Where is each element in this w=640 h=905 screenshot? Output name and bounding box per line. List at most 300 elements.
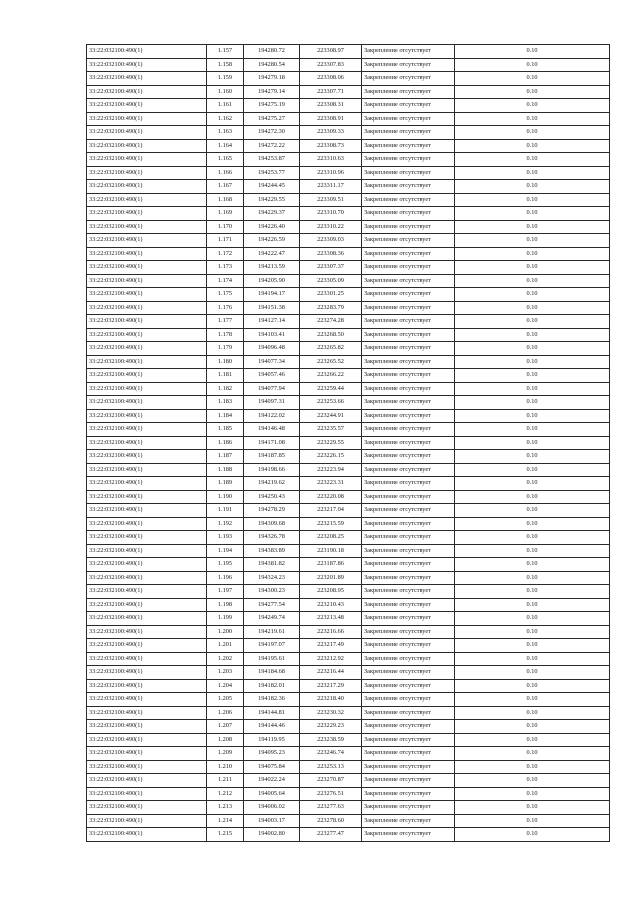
table-row — [87, 774, 610, 788]
point-number-cell: 1.170 — [207, 220, 244, 234]
x-coordinate-cell: 194205.90 — [244, 274, 300, 288]
table-row — [87, 423, 610, 437]
accuracy-cell: 0.10 — [455, 504, 610, 518]
fixing-method-cell: Закрепление отсутствует — [362, 112, 455, 126]
table-row — [87, 652, 610, 666]
accuracy-cell: 0.10 — [455, 774, 610, 788]
table-row — [87, 787, 610, 801]
x-coordinate-cell: 194057.46 — [244, 369, 300, 383]
table-row — [87, 504, 610, 518]
y-coordinate-cell: 223210.43 — [300, 598, 362, 612]
accuracy-cell: 0.10 — [455, 639, 610, 653]
accuracy-cell: 0.10 — [455, 382, 610, 396]
table-row — [87, 450, 610, 464]
table-row — [87, 517, 610, 531]
table-row — [87, 328, 610, 342]
accuracy-cell: 0.10 — [455, 234, 610, 248]
y-coordinate-cell: 223259.44 — [300, 382, 362, 396]
cadastral-number-cell: 33:22:032100:490(1) — [87, 517, 207, 531]
y-coordinate-cell: 223270.87 — [300, 774, 362, 788]
fixing-method-cell: Закрепление отсутствует — [362, 166, 455, 180]
x-coordinate-cell: 194127.14 — [244, 315, 300, 329]
point-number-cell: 1.196 — [207, 571, 244, 585]
x-coordinate-cell: 194002.80 — [244, 828, 300, 842]
point-number-cell: 1.178 — [207, 328, 244, 342]
point-number-cell: 1.187 — [207, 450, 244, 464]
cadastral-number-cell: 33:22:032100:490(1) — [87, 220, 207, 234]
x-coordinate-cell: 194122.02 — [244, 409, 300, 423]
table-row — [87, 315, 610, 329]
y-coordinate-cell: 223246.74 — [300, 747, 362, 761]
point-number-cell: 1.165 — [207, 153, 244, 167]
cadastral-number-cell: 33:22:032100:490(1) — [87, 639, 207, 653]
x-coordinate-cell: 194275.19 — [244, 99, 300, 113]
point-number-cell: 1.159 — [207, 72, 244, 86]
accuracy-cell: 0.10 — [455, 693, 610, 707]
accuracy-cell: 0.10 — [455, 787, 610, 801]
x-coordinate-cell: 194096.48 — [244, 342, 300, 356]
accuracy-cell: 0.10 — [455, 274, 610, 288]
point-number-cell: 1.206 — [207, 706, 244, 720]
fixing-method-cell: Закрепление отсутствует — [362, 247, 455, 261]
fixing-method-cell: Закрепление отсутствует — [362, 733, 455, 747]
cadastral-number-cell: 33:22:032100:490(1) — [87, 99, 207, 113]
point-number-cell: 1.214 — [207, 814, 244, 828]
table-row — [87, 666, 610, 680]
table-row — [87, 693, 610, 707]
accuracy-cell: 0.10 — [455, 220, 610, 234]
x-coordinate-cell: 194077.94 — [244, 382, 300, 396]
accuracy-cell: 0.10 — [455, 531, 610, 545]
cadastral-number-cell: 33:22:032100:490(1) — [87, 396, 207, 410]
accuracy-cell: 0.10 — [455, 814, 610, 828]
accuracy-cell: 0.10 — [455, 328, 610, 342]
cadastral-number-cell: 33:22:032100:490(1) — [87, 787, 207, 801]
cadastral-number-cell: 33:22:032100:490(1) — [87, 693, 207, 707]
point-number-cell: 1.167 — [207, 180, 244, 194]
cadastral-number-cell: 33:22:032100:490(1) — [87, 490, 207, 504]
y-coordinate-cell: 223283.79 — [300, 301, 362, 315]
fixing-method-cell: Закрепление отсутствует — [362, 720, 455, 734]
table-row — [87, 355, 610, 369]
fixing-method-cell: Закрепление отсутствует — [362, 369, 455, 383]
table-row — [87, 801, 610, 815]
table-row — [87, 382, 610, 396]
cadastral-number-cell: 33:22:032100:490(1) — [87, 477, 207, 491]
table-row — [87, 720, 610, 734]
y-coordinate-cell: 223235.57 — [300, 423, 362, 437]
fixing-method-cell: Закрепление отсутствует — [362, 828, 455, 842]
cadastral-number-cell: 33:22:032100:490(1) — [87, 774, 207, 788]
accuracy-cell: 0.10 — [455, 301, 610, 315]
point-number-cell: 1.162 — [207, 112, 244, 126]
fixing-method-cell: Закрепление отсутствует — [362, 517, 455, 531]
accuracy-cell: 0.10 — [455, 463, 610, 477]
cadastral-number-cell: 33:22:032100:490(1) — [87, 463, 207, 477]
accuracy-cell: 0.10 — [455, 355, 610, 369]
x-coordinate-cell: 194095.23 — [244, 747, 300, 761]
accuracy-cell: 0.10 — [455, 571, 610, 585]
point-number-cell: 1.193 — [207, 531, 244, 545]
cadastral-number-cell: 33:22:032100:490(1) — [87, 747, 207, 761]
point-number-cell: 1.164 — [207, 139, 244, 153]
accuracy-cell: 0.10 — [455, 477, 610, 491]
point-number-cell: 1.180 — [207, 355, 244, 369]
x-coordinate-cell: 194272.22 — [244, 139, 300, 153]
x-coordinate-cell: 194006.02 — [244, 801, 300, 815]
point-number-cell: 1.211 — [207, 774, 244, 788]
y-coordinate-cell: 223308.06 — [300, 72, 362, 86]
x-coordinate-cell: 194280.54 — [244, 58, 300, 72]
y-coordinate-cell: 223308.91 — [300, 112, 362, 126]
y-coordinate-cell: 223309.33 — [300, 126, 362, 140]
y-coordinate-cell: 223217.29 — [300, 679, 362, 693]
y-coordinate-cell: 223266.22 — [300, 369, 362, 383]
x-coordinate-cell: 194229.55 — [244, 193, 300, 207]
accuracy-cell: 0.10 — [455, 436, 610, 450]
y-coordinate-cell: 223307.71 — [300, 85, 362, 99]
cadastral-number-cell: 33:22:032100:490(1) — [87, 544, 207, 558]
boundary-points-table — [86, 44, 610, 842]
accuracy-cell: 0.10 — [455, 801, 610, 815]
x-coordinate-cell: 194213.59 — [244, 261, 300, 275]
table-row — [87, 247, 610, 261]
point-number-cell: 1.210 — [207, 760, 244, 774]
y-coordinate-cell: 223229.23 — [300, 720, 362, 734]
cadastral-number-cell: 33:22:032100:490(1) — [87, 733, 207, 747]
fixing-method-cell: Закрепление отсутствует — [362, 423, 455, 437]
fixing-method-cell: Закрепление отсутствует — [362, 274, 455, 288]
x-coordinate-cell: 194244.45 — [244, 180, 300, 194]
y-coordinate-cell: 223305.09 — [300, 274, 362, 288]
y-coordinate-cell: 223218.40 — [300, 693, 362, 707]
cadastral-number-cell: 33:22:032100:490(1) — [87, 409, 207, 423]
cadastral-number-cell: 33:22:032100:490(1) — [87, 625, 207, 639]
table-row — [87, 639, 610, 653]
accuracy-cell: 0.10 — [455, 666, 610, 680]
y-coordinate-cell: 223308.73 — [300, 139, 362, 153]
table-row — [87, 463, 610, 477]
y-coordinate-cell: 223220.08 — [300, 490, 362, 504]
accuracy-cell: 0.10 — [455, 517, 610, 531]
x-coordinate-cell: 194171.08 — [244, 436, 300, 450]
point-number-cell: 1.169 — [207, 207, 244, 221]
y-coordinate-cell: 223253.66 — [300, 396, 362, 410]
table-row — [87, 45, 610, 59]
table-row — [87, 747, 610, 761]
y-coordinate-cell: 223212.92 — [300, 652, 362, 666]
cadastral-number-cell: 33:22:032100:490(1) — [87, 801, 207, 815]
y-coordinate-cell: 223215.59 — [300, 517, 362, 531]
fixing-method-cell: Закрепление отсутствует — [362, 801, 455, 815]
cadastral-number-cell: 33:22:032100:490(1) — [87, 207, 207, 221]
x-coordinate-cell: 194222.47 — [244, 247, 300, 261]
point-number-cell: 1.160 — [207, 85, 244, 99]
table-row — [87, 625, 610, 639]
x-coordinate-cell: 194324.23 — [244, 571, 300, 585]
point-number-cell: 1.197 — [207, 585, 244, 599]
point-number-cell: 1.186 — [207, 436, 244, 450]
x-coordinate-cell: 194280.72 — [244, 45, 300, 59]
x-coordinate-cell: 194277.54 — [244, 598, 300, 612]
table-row — [87, 558, 610, 572]
x-coordinate-cell: 194195.61 — [244, 652, 300, 666]
accuracy-cell: 0.10 — [455, 720, 610, 734]
accuracy-cell: 0.10 — [455, 207, 610, 221]
fixing-method-cell: Закрепление отсутствует — [362, 355, 455, 369]
cadastral-number-cell: 33:22:032100:490(1) — [87, 234, 207, 248]
fixing-method-cell: Закрепление отсутствует — [362, 531, 455, 545]
x-coordinate-cell: 194279.14 — [244, 85, 300, 99]
y-coordinate-cell: 223208.25 — [300, 531, 362, 545]
fixing-method-cell: Закрепление отсутствует — [362, 504, 455, 518]
fixing-method-cell: Закрепление отсутствует — [362, 787, 455, 801]
cadastral-number-cell: 33:22:032100:490(1) — [87, 274, 207, 288]
x-coordinate-cell: 194119.95 — [244, 733, 300, 747]
cadastral-number-cell: 33:22:032100:490(1) — [87, 342, 207, 356]
fixing-method-cell: Закрепление отсутствует — [362, 774, 455, 788]
fixing-method-cell: Закрепление отсутствует — [362, 585, 455, 599]
cadastral-number-cell: 33:22:032100:490(1) — [87, 45, 207, 59]
cadastral-number-cell: 33:22:032100:490(1) — [87, 706, 207, 720]
point-number-cell: 1.202 — [207, 652, 244, 666]
cadastral-number-cell: 33:22:032100:490(1) — [87, 612, 207, 626]
accuracy-cell: 0.10 — [455, 139, 610, 153]
x-coordinate-cell: 194253.77 — [244, 166, 300, 180]
accuracy-cell: 0.10 — [455, 99, 610, 113]
point-number-cell: 1.201 — [207, 639, 244, 653]
y-coordinate-cell: 223226.15 — [300, 450, 362, 464]
point-number-cell: 1.189 — [207, 477, 244, 491]
table-row — [87, 220, 610, 234]
x-coordinate-cell: 194187.85 — [244, 450, 300, 464]
y-coordinate-cell: 223217.04 — [300, 504, 362, 518]
x-coordinate-cell: 194219.61 — [244, 625, 300, 639]
cadastral-number-cell: 33:22:032100:490(1) — [87, 585, 207, 599]
fixing-method-cell: Закрепление отсутствует — [362, 207, 455, 221]
point-number-cell: 1.191 — [207, 504, 244, 518]
y-coordinate-cell: 223308.36 — [300, 247, 362, 261]
fixing-method-cell: Закрепление отсутствует — [362, 153, 455, 167]
cadastral-number-cell: 33:22:032100:490(1) — [87, 814, 207, 828]
y-coordinate-cell: 223277.47 — [300, 828, 362, 842]
cadastral-number-cell: 33:22:032100:490(1) — [87, 58, 207, 72]
accuracy-cell: 0.10 — [455, 760, 610, 774]
fixing-method-cell: Закрепление отсутствует — [362, 220, 455, 234]
x-coordinate-cell: 194097.31 — [244, 396, 300, 410]
cadastral-number-cell: 33:22:032100:490(1) — [87, 315, 207, 329]
point-number-cell: 1.163 — [207, 126, 244, 140]
cadastral-number-cell: 33:22:032100:490(1) — [87, 261, 207, 275]
table-row — [87, 490, 610, 504]
table-body — [87, 45, 610, 842]
accuracy-cell: 0.10 — [455, 342, 610, 356]
x-coordinate-cell: 194194.17 — [244, 288, 300, 302]
accuracy-cell: 0.10 — [455, 490, 610, 504]
cadastral-number-cell: 33:22:032100:490(1) — [87, 247, 207, 261]
table-row — [87, 58, 610, 72]
point-number-cell: 1.205 — [207, 693, 244, 707]
y-coordinate-cell: 223310.63 — [300, 153, 362, 167]
accuracy-cell: 0.10 — [455, 126, 610, 140]
fixing-method-cell: Закрепление отсутствует — [362, 139, 455, 153]
fixing-method-cell: Закрепление отсутствует — [362, 571, 455, 585]
fixing-method-cell: Закрепление отсутствует — [362, 234, 455, 248]
point-number-cell: 1.215 — [207, 828, 244, 842]
cadastral-number-cell: 33:22:032100:490(1) — [87, 720, 207, 734]
fixing-method-cell: Закрепление отсутствует — [362, 693, 455, 707]
table-row — [87, 544, 610, 558]
fixing-method-cell: Закрепление отсутствует — [362, 679, 455, 693]
x-coordinate-cell: 194184.68 — [244, 666, 300, 680]
fixing-method-cell: Закрепление отсутствует — [362, 99, 455, 113]
point-number-cell: 1.157 — [207, 45, 244, 59]
fixing-method-cell: Закрепление отсутствует — [362, 193, 455, 207]
fixing-method-cell: Закрепление отсутствует — [362, 382, 455, 396]
cadastral-number-cell: 33:22:032100:490(1) — [87, 126, 207, 140]
fixing-method-cell: Закрепление отсутствует — [362, 315, 455, 329]
fixing-method-cell: Закрепление отсутствует — [362, 490, 455, 504]
fixing-method-cell: Закрепление отсутствует — [362, 328, 455, 342]
accuracy-cell: 0.10 — [455, 409, 610, 423]
fixing-method-cell: Закрепление отсутствует — [362, 652, 455, 666]
point-number-cell: 1.166 — [207, 166, 244, 180]
fixing-method-cell: Закрепление отсутствует — [362, 666, 455, 680]
table-row — [87, 193, 610, 207]
x-coordinate-cell: 194005.64 — [244, 787, 300, 801]
accuracy-cell: 0.10 — [455, 153, 610, 167]
fixing-method-cell: Закрепление отсутствует — [362, 180, 455, 194]
point-number-cell: 1.203 — [207, 666, 244, 680]
fixing-method-cell: Закрепление отсутствует — [362, 612, 455, 626]
cadastral-number-cell: 33:22:032100:490(1) — [87, 571, 207, 585]
y-coordinate-cell: 223217.49 — [300, 639, 362, 653]
fixing-method-cell: Закрепление отсутствует — [362, 261, 455, 275]
x-coordinate-cell: 194022.24 — [244, 774, 300, 788]
point-number-cell: 1.213 — [207, 801, 244, 815]
point-number-cell: 1.184 — [207, 409, 244, 423]
accuracy-cell: 0.10 — [455, 747, 610, 761]
y-coordinate-cell: 223230.32 — [300, 706, 362, 720]
fixing-method-cell: Закрепление отсутствует — [362, 450, 455, 464]
accuracy-cell: 0.10 — [455, 193, 610, 207]
point-number-cell: 1.176 — [207, 301, 244, 315]
y-coordinate-cell: 223309.03 — [300, 234, 362, 248]
x-coordinate-cell: 194249.74 — [244, 612, 300, 626]
cadastral-number-cell: 33:22:032100:490(1) — [87, 531, 207, 545]
y-coordinate-cell: 223278.60 — [300, 814, 362, 828]
y-coordinate-cell: 223201.89 — [300, 571, 362, 585]
cadastral-number-cell: 33:22:032100:490(1) — [87, 328, 207, 342]
point-number-cell: 1.175 — [207, 288, 244, 302]
fixing-method-cell: Закрепление отсутствует — [362, 409, 455, 423]
x-coordinate-cell: 194077.34 — [244, 355, 300, 369]
y-coordinate-cell: 223223.94 — [300, 463, 362, 477]
table-row — [87, 814, 610, 828]
x-coordinate-cell: 194144.81 — [244, 706, 300, 720]
table-row — [87, 99, 610, 113]
accuracy-cell: 0.10 — [455, 423, 610, 437]
cadastral-number-cell: 33:22:032100:490(1) — [87, 166, 207, 180]
y-coordinate-cell: 223253.13 — [300, 760, 362, 774]
accuracy-cell: 0.10 — [455, 612, 610, 626]
cadastral-number-cell: 33:22:032100:490(1) — [87, 828, 207, 842]
point-number-cell: 1.207 — [207, 720, 244, 734]
cadastral-number-cell: 33:22:032100:490(1) — [87, 139, 207, 153]
x-coordinate-cell: 194103.41 — [244, 328, 300, 342]
cadastral-number-cell: 33:22:032100:490(1) — [87, 180, 207, 194]
cadastral-number-cell: 33:22:032100:490(1) — [87, 760, 207, 774]
point-number-cell: 1.158 — [207, 58, 244, 72]
fixing-method-cell: Закрепление отсутствует — [362, 342, 455, 356]
y-coordinate-cell: 223276.51 — [300, 787, 362, 801]
table-row — [87, 85, 610, 99]
table-row — [87, 760, 610, 774]
accuracy-cell: 0.10 — [455, 706, 610, 720]
cadastral-number-cell: 33:22:032100:490(1) — [87, 679, 207, 693]
accuracy-cell: 0.10 — [455, 45, 610, 59]
accuracy-cell: 0.10 — [455, 558, 610, 572]
accuracy-cell: 0.10 — [455, 315, 610, 329]
table-row — [87, 139, 610, 153]
x-coordinate-cell: 194226.59 — [244, 234, 300, 248]
y-coordinate-cell: 223310.22 — [300, 220, 362, 234]
fixing-method-cell: Закрепление отсутствует — [362, 85, 455, 99]
y-coordinate-cell: 223213.48 — [300, 612, 362, 626]
table-row — [87, 679, 610, 693]
fixing-method-cell: Закрепление отсутствует — [362, 45, 455, 59]
cadastral-number-cell: 33:22:032100:490(1) — [87, 436, 207, 450]
table-row — [87, 234, 610, 248]
accuracy-cell: 0.10 — [455, 261, 610, 275]
table-row — [87, 477, 610, 491]
table-row — [87, 126, 610, 140]
point-number-cell: 1.172 — [207, 247, 244, 261]
y-coordinate-cell: 223310.70 — [300, 207, 362, 221]
accuracy-cell: 0.10 — [455, 598, 610, 612]
x-coordinate-cell: 194151.38 — [244, 301, 300, 315]
point-number-cell: 1.181 — [207, 369, 244, 383]
table-row — [87, 274, 610, 288]
cadastral-number-cell: 33:22:032100:490(1) — [87, 558, 207, 572]
x-coordinate-cell: 194219.62 — [244, 477, 300, 491]
fixing-method-cell: Закрепление отсутствует — [362, 639, 455, 653]
y-coordinate-cell: 223309.51 — [300, 193, 362, 207]
y-coordinate-cell: 223307.37 — [300, 261, 362, 275]
accuracy-cell: 0.10 — [455, 625, 610, 639]
accuracy-cell: 0.10 — [455, 112, 610, 126]
point-number-cell: 1.188 — [207, 463, 244, 477]
fixing-method-cell: Закрепление отсутствует — [362, 288, 455, 302]
accuracy-cell: 0.10 — [455, 679, 610, 693]
point-number-cell: 1.174 — [207, 274, 244, 288]
table-row — [87, 342, 610, 356]
cadastral-number-cell: 33:22:032100:490(1) — [87, 153, 207, 167]
point-number-cell: 1.173 — [207, 261, 244, 275]
y-coordinate-cell: 223307.83 — [300, 58, 362, 72]
fixing-method-cell: Закрепление отсутствует — [362, 598, 455, 612]
table-row — [87, 112, 610, 126]
point-number-cell: 1.198 — [207, 598, 244, 612]
x-coordinate-cell: 194326.78 — [244, 531, 300, 545]
accuracy-cell: 0.10 — [455, 396, 610, 410]
x-coordinate-cell: 194272.30 — [244, 126, 300, 140]
point-number-cell: 1.171 — [207, 234, 244, 248]
cadastral-number-cell: 33:22:032100:490(1) — [87, 382, 207, 396]
y-coordinate-cell: 223301.25 — [300, 288, 362, 302]
point-number-cell: 1.185 — [207, 423, 244, 437]
point-number-cell: 1.209 — [207, 747, 244, 761]
